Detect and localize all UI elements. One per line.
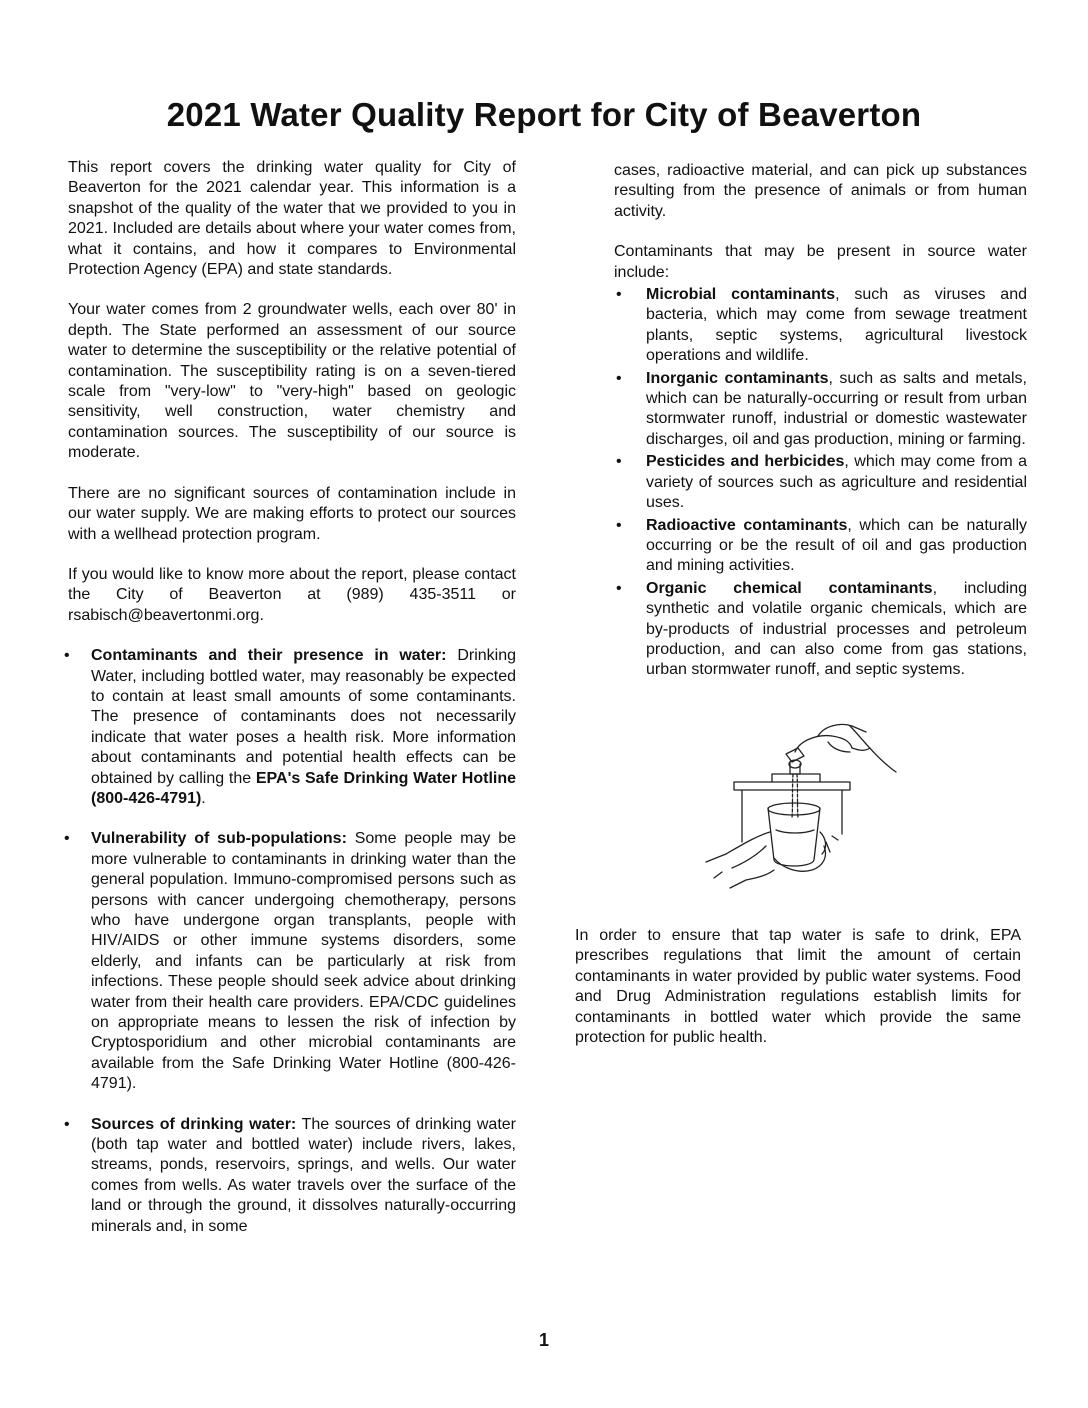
list-item bbox=[616, 452, 1027, 513]
bullet-text: , which can be naturally occurring or be the result of oil and gas production and mining activities. bbox=[646, 516, 1028, 575]
list-item bbox=[64, 1115, 516, 1237]
bullet-heading: Inorganic contaminants bbox=[646, 369, 829, 387]
right-column bbox=[614, 161, 1027, 683]
bullet-mark: • bbox=[64, 647, 70, 665]
bullet-mark: • bbox=[64, 1115, 70, 1133]
page-number: 1 bbox=[538, 1330, 549, 1350]
intro-paragraph: This report covers the drinking water quality for City of Beaverton for the 2021 calendar year. This information is a snapshot of the quality of the water that we provided to you in 2021. Included are details about where your water comes from, what it contains, and how it compares to Environmental Protection Agency (EPA) and state standards. bbox=[68, 159, 516, 279]
bullet-tail: . bbox=[201, 789, 206, 807]
list-item bbox=[616, 369, 1027, 451]
bullet-heading: Pesticides and herbicides bbox=[646, 453, 845, 471]
source-paragraph: Your water comes from 2 groundwater wells, each over 80' in depth. The State performed an assessment of our source water to determine the susceptibility or the relative potential of contamination. The susceptibility rating is on a seven-tiered scale from "very-low" to "very-high" based on geologic sensitivity, well construction, water chemistry and contamination sources. The susceptibility of our source is moderate. bbox=[68, 301, 516, 462]
bullet-heading: Radioactive contaminants bbox=[646, 516, 848, 534]
list-item bbox=[64, 646, 516, 809]
bullet-text: Drinking Water, including bottled water, may reasonably be expected to contain at least small amounts of some contaminants. The presence of contaminants does not necessarily indicate that water poses a health risk. More information about contaminants and potential health effects can be obtained by calling the bbox=[91, 647, 517, 787]
left-column bbox=[64, 158, 517, 1257]
contaminants-intro: Contaminants that may be present in source water include: bbox=[614, 243, 1027, 281]
bullet-mark: • bbox=[64, 830, 70, 848]
list-item bbox=[616, 579, 1027, 681]
bullet-heading: Organic chemical contaminants bbox=[646, 579, 933, 597]
continuation-paragraph: cases, radioactive material, and can pick up substances resulting from the presence of animals or from human activity. bbox=[614, 162, 1027, 220]
contamination-paragraph: There are no significant sources of contamination include in our water supply. We are making efforts to protect our sources with a wellhead protection program. bbox=[68, 484, 516, 543]
list-item bbox=[64, 829, 516, 1094]
bullet-heading: Vulnerability of sub-populations: bbox=[91, 830, 347, 848]
bullet-mark: • bbox=[616, 579, 622, 597]
left-bullet-list bbox=[64, 646, 517, 1237]
bullet-text: , such as viruses and bacteria, which may come from sewage treatment plants, septic systems, agricultural livestock operations and wildlife. bbox=[646, 286, 1028, 365]
right-bullet-list bbox=[614, 285, 1027, 681]
epa-regulation-paragraph: In order to ensure that tap water is safe to drink, EPA prescribes regulations that limit the amount of certain contaminants in water provided by public water systems. Food and Drug Administration regulations establish limits for contaminants in bottled water which provide the same protection for public health. bbox=[575, 927, 1021, 1047]
bullet-heading: Contaminants and their presence in water: bbox=[91, 647, 447, 665]
page-title: 2021 Water Quality Report for City of Beaverton bbox=[166, 96, 922, 133]
faucet-glass-icon bbox=[700, 712, 900, 892]
bullet-text: , including synthetic and volatile organic chemicals, which are by-products of industrial processes and petroleum production, and can also come from gas stations, urban stormwater runoff, and septic systems. bbox=[646, 579, 1028, 679]
bullet-text: Some people may be more vulnerable to contaminants in drinking water than the general population. Immuno-compromised persons such as persons with cancer undergoing chemotherapy, persons who have undergone organ transplants, people with HIV/AIDS or other immune systems disorders, some elderly, and infants can be particularly at risk from infections. These people should seek advice about drinking water from their health care providers. EPA/CDC guidelines on appropriate means to lessen the risk of infection by Cryptosporidium and other microbial contaminants are available from the Safe Drinking Water Hotline (800-426-4791). bbox=[91, 830, 516, 1093]
bullet-mark: • bbox=[616, 369, 622, 387]
bullet-text: The sources of drinking water (both tap water and bottled water) include rivers, lakes, streams, ponds, reservoirs, springs, and wells. Our water comes from wells. As water travels over the surface of the land or through the ground, it dissolves naturally-occurring minerals and, in some bbox=[91, 1115, 517, 1235]
bullet-heading: Sources of drinking water: bbox=[91, 1115, 297, 1133]
bullet-text: , such as salts and metals, which can be naturally-occurring or result from urban stormwater runoff, industrial or domestic wastewater discharges, oil and gas production, mining or farming. bbox=[646, 369, 1027, 448]
hotline-text: EPA's Safe Drinking Water Hotline (800-426-4791) bbox=[91, 769, 516, 807]
bullet-mark: • bbox=[616, 453, 622, 471]
bullet-mark: • bbox=[616, 516, 622, 534]
bullet-heading: Microbial contaminants bbox=[646, 286, 836, 304]
bullet-mark: • bbox=[616, 286, 622, 304]
contact-paragraph: If you would like to know more about the report, please contact the City of Beaverton at (989) 435-3511 or rsabisch@beavertonmi.org. bbox=[68, 565, 516, 624]
list-item bbox=[616, 285, 1027, 367]
list-item bbox=[616, 516, 1027, 577]
bullet-text: , which may come from a variety of sources such as agriculture and residential uses. bbox=[646, 453, 1027, 512]
